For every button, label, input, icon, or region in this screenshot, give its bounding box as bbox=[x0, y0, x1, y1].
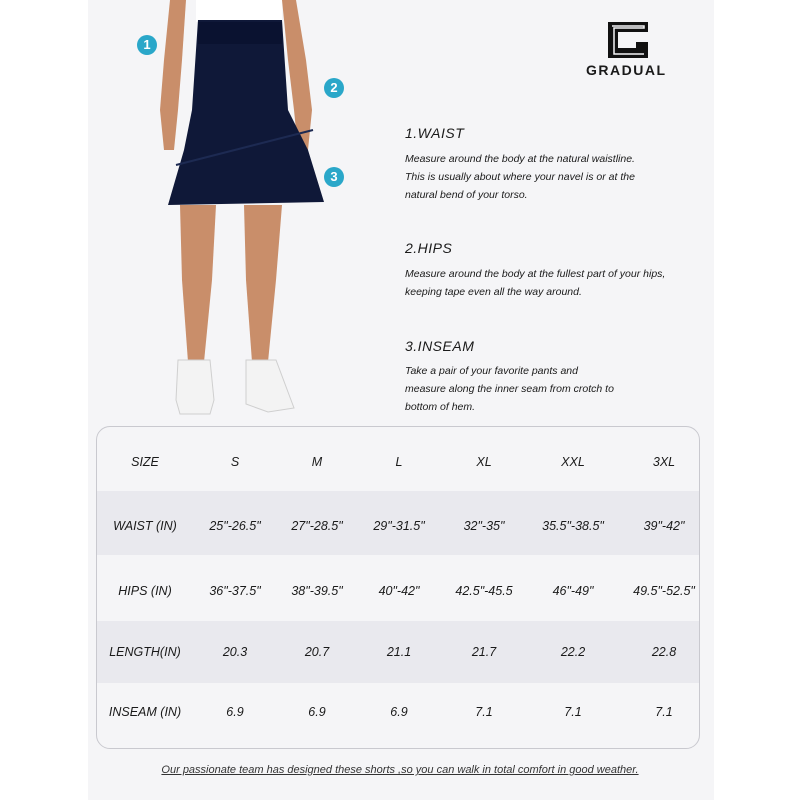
table-cell: 38"-39.5" bbox=[291, 584, 343, 598]
header-cell: XXL bbox=[561, 455, 585, 469]
header-cell: SIZE bbox=[131, 455, 159, 469]
table-cell: 49.5"-52.5" bbox=[633, 584, 695, 598]
header-cell: S bbox=[230, 455, 240, 469]
table-cell: 21.7 bbox=[471, 645, 497, 659]
table-cell: 6.9 bbox=[308, 705, 326, 719]
table-cell: 7.1 bbox=[655, 705, 673, 719]
row-label: HIPS (IN) bbox=[118, 584, 172, 598]
table-cell: 32"-35" bbox=[463, 519, 505, 533]
table-cell: 22.2 bbox=[560, 645, 586, 659]
header-cell: L bbox=[395, 455, 403, 469]
table-row bbox=[97, 621, 699, 683]
table-cell: 27"-28.5" bbox=[291, 519, 343, 533]
table-row bbox=[97, 555, 699, 621]
brand-name: GRADUAL bbox=[586, 62, 667, 78]
header-cell: XL bbox=[476, 455, 492, 469]
table-header-row bbox=[97, 427, 699, 491]
header-cell: 3XL bbox=[652, 455, 676, 469]
table-cell: 25"-26.5" bbox=[209, 519, 261, 533]
size-chart-table bbox=[96, 426, 700, 749]
table-cell: 29"-31.5" bbox=[373, 519, 425, 533]
marker-waist: 1 bbox=[137, 35, 157, 55]
inseam-title: 3.INSEAM bbox=[405, 338, 475, 354]
table-cell: 6.9 bbox=[226, 705, 244, 719]
table-cell: 6.9 bbox=[390, 705, 408, 719]
hips-title: 2.HIPS bbox=[405, 240, 453, 256]
table-cell: 20.3 bbox=[222, 645, 248, 659]
row-label: LENGTH(IN) bbox=[109, 645, 181, 659]
model-illustration bbox=[118, 0, 338, 420]
table-cell: 46"-49" bbox=[552, 584, 594, 598]
table-row bbox=[97, 491, 699, 555]
table-cell: 20.7 bbox=[304, 645, 330, 659]
row-label: WAIST (IN) bbox=[113, 519, 177, 533]
marker-hips: 2 bbox=[324, 78, 344, 98]
table-cell: 7.1 bbox=[475, 705, 493, 719]
table-cell: 36"-37.5" bbox=[209, 584, 261, 598]
table-cell: 35.5"-38.5" bbox=[542, 519, 604, 533]
table-cell: 7.1 bbox=[564, 705, 582, 719]
table-cell: 42.5"-45.5 bbox=[455, 584, 513, 598]
marker-inseam: 3 bbox=[324, 167, 344, 187]
table-row bbox=[97, 683, 699, 748]
row-label: INSEAM (IN) bbox=[108, 705, 182, 719]
table-cell: 39"-42" bbox=[643, 519, 685, 533]
inseam-description: Take a pair of your favorite pants and measure along the inner seam from crotch to bottom of hem. bbox=[405, 365, 614, 413]
waist-description: Measure around the body at the natural waistline. This is usually about where your navel is or at the natural bend of your torso. bbox=[405, 153, 635, 201]
table-cell: 21.1 bbox=[386, 645, 412, 659]
hips-description: Measure around the body at the fullest part of your hips, keeping tape even all the way around. bbox=[405, 268, 666, 298]
table-cell: 22.8 bbox=[651, 645, 677, 659]
table-cell: 40"-42" bbox=[378, 584, 420, 598]
header-cell: M bbox=[311, 455, 323, 469]
footer-note: Our passionate team has designed these shorts ,so you can walk in total comfort in good weather. bbox=[161, 764, 639, 776]
waist-title: 1.WAIST bbox=[405, 125, 465, 141]
